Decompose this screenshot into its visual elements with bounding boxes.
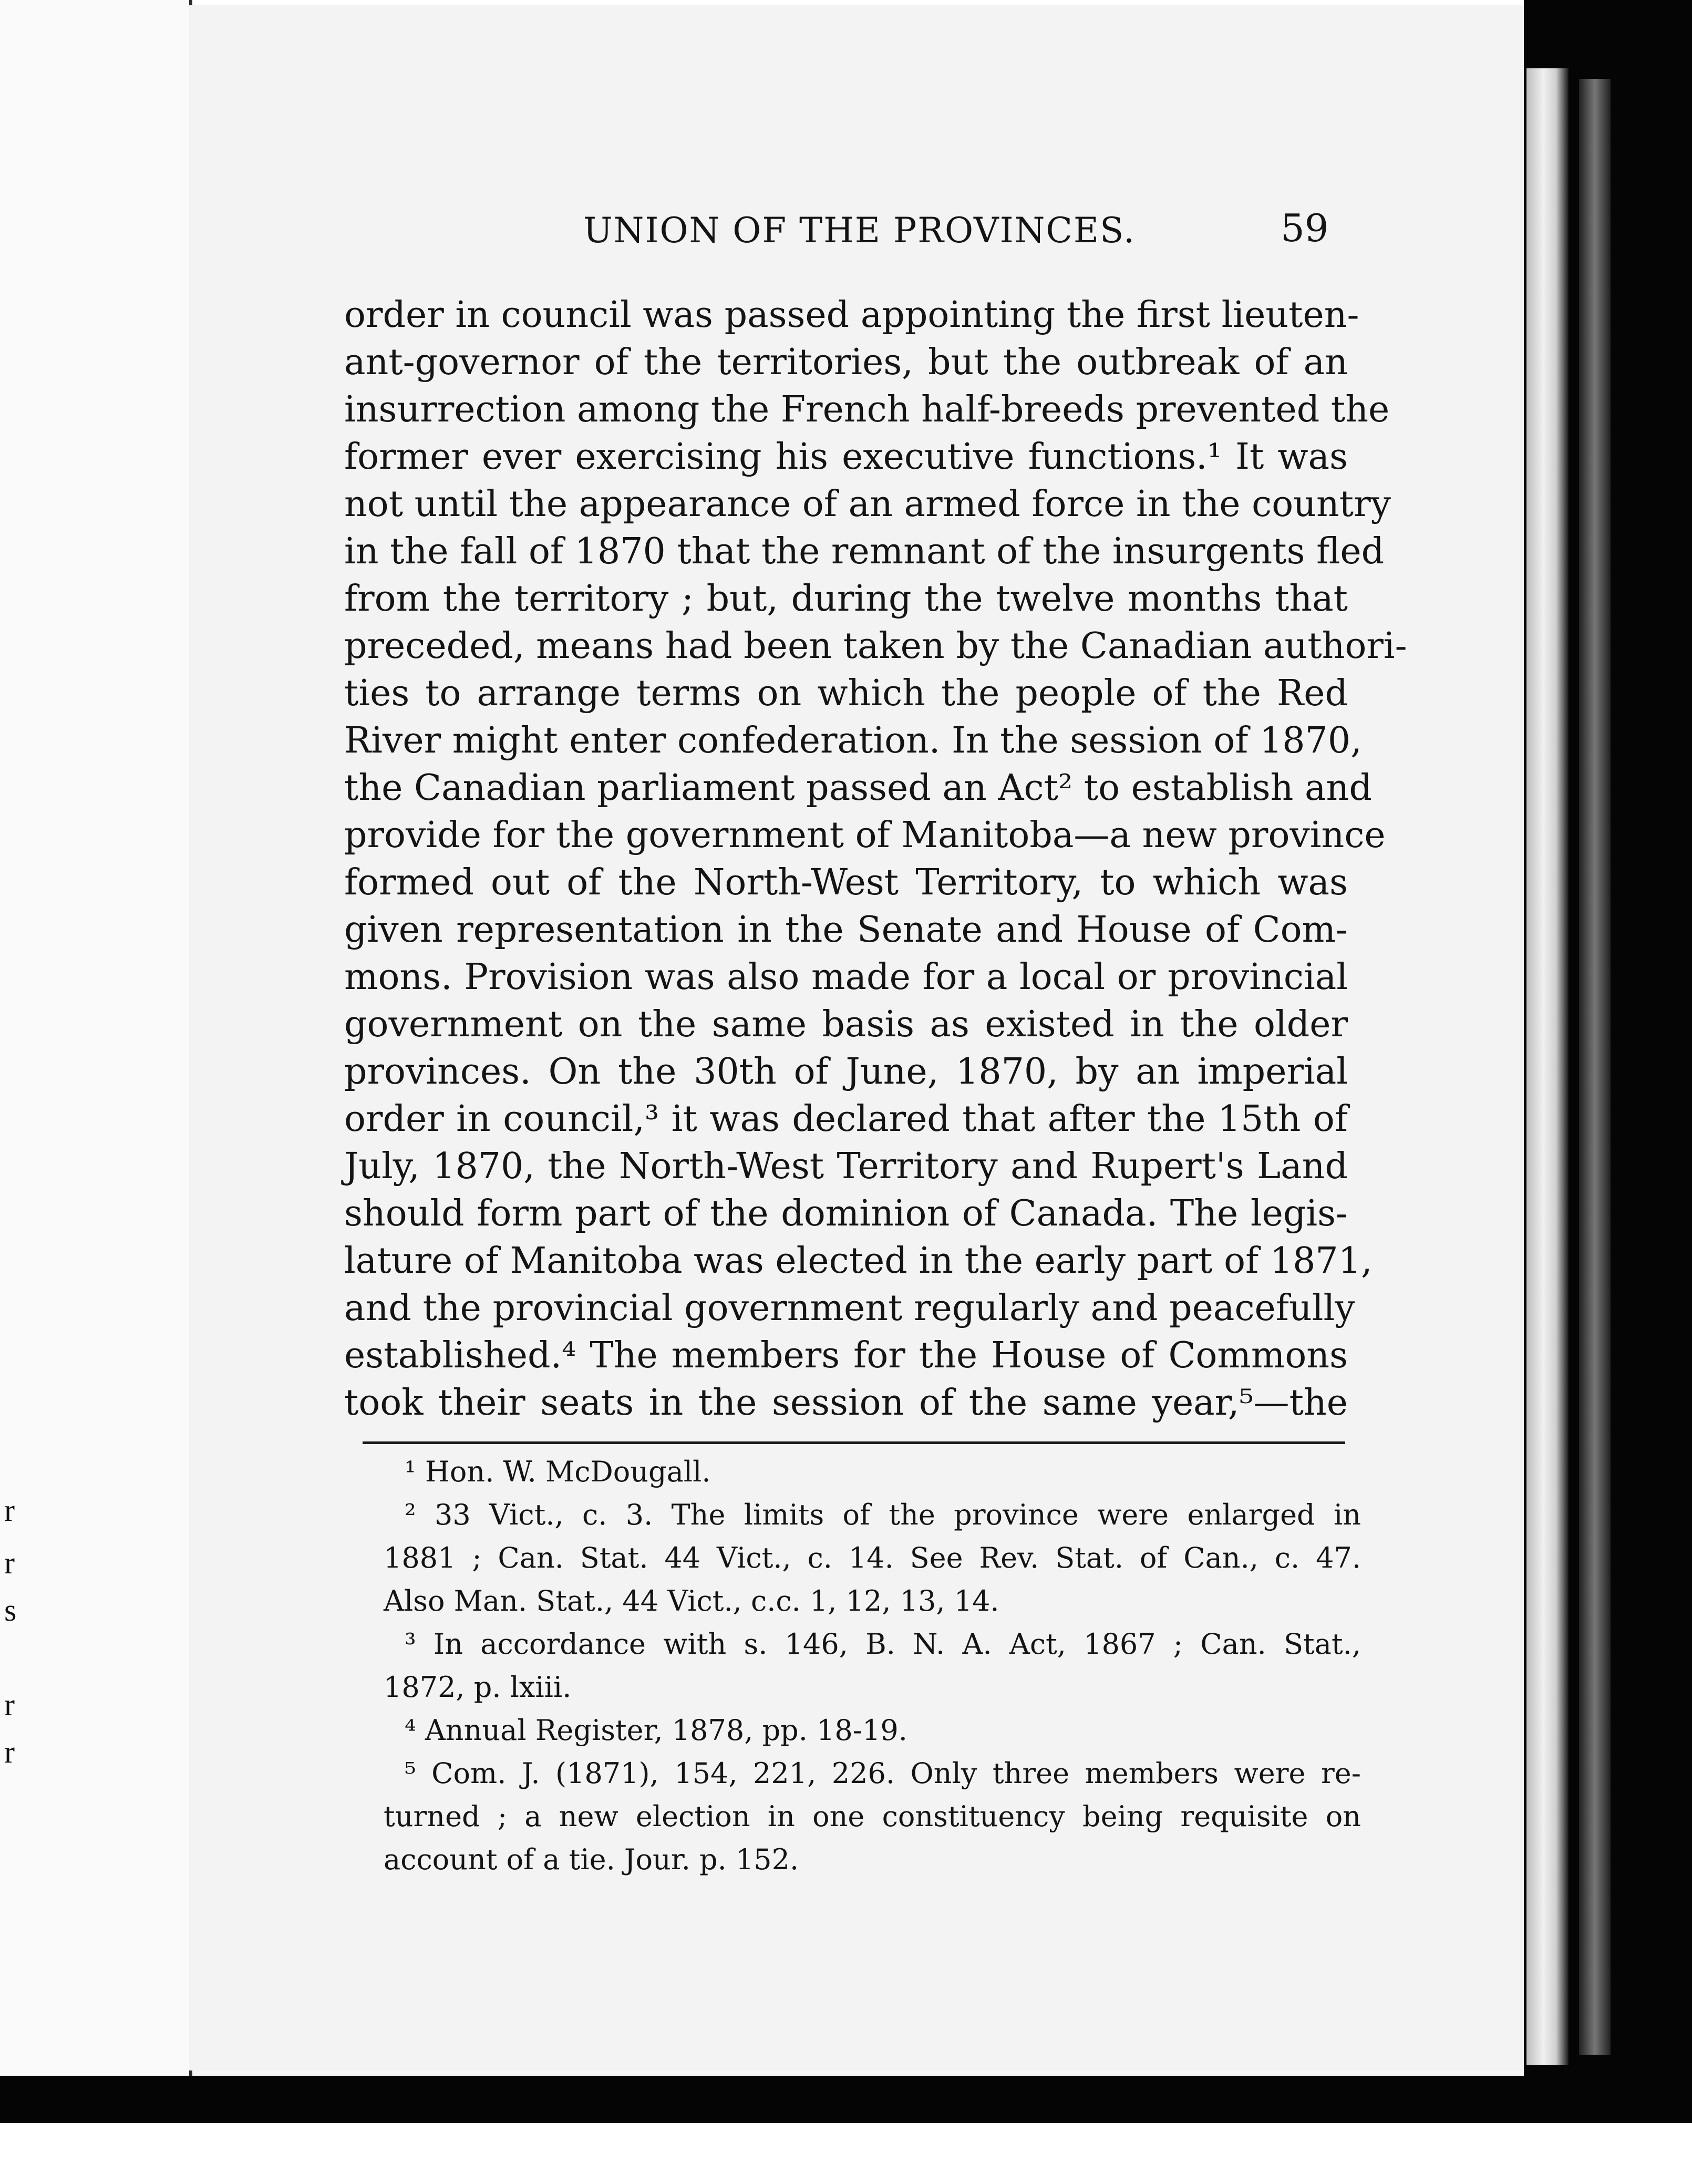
footnote-line: ² 33 Vict., c. 3. The limits of the province were enlarged in bbox=[405, 1498, 1361, 1531]
page-number: 59 bbox=[1281, 206, 1329, 250]
body-line: established.⁴ The members for the House of Commons bbox=[344, 1335, 1348, 1376]
footnote-line: ¹ Hon. W. McDougall. bbox=[405, 1455, 711, 1488]
right-page-edge-strip bbox=[1526, 68, 1569, 2065]
body-line: formed out of the North-West Territory, to which was bbox=[344, 862, 1348, 903]
body-line: from the territory ; but, during the twelve months that bbox=[344, 578, 1348, 620]
body-line: ties to arrange terms on which the people of the Red bbox=[344, 673, 1348, 714]
body-line: should form part of the dominion of Canada. The legis- bbox=[344, 1193, 1348, 1234]
remnant-letter: r bbox=[4, 1546, 15, 1580]
remnant-letter: r bbox=[4, 1687, 15, 1722]
body-line: took their seats in the session of the same year,⁵—the bbox=[344, 1382, 1348, 1424]
body-line: order in council,³ it was declared that after the 15th of bbox=[344, 1098, 1348, 1140]
body-line: provide for the government of Manitoba—a new province bbox=[344, 815, 1386, 856]
left-page-edge bbox=[0, 0, 192, 2184]
remnant-letter: r bbox=[4, 1735, 15, 1769]
body-line: mons. Provision was also made for a local or provincial bbox=[344, 956, 1348, 998]
body-line: preceded, means had been taken by the Canadian authori- bbox=[344, 625, 1407, 667]
footnote-line: ⁴ Annual Register, 1878, pp. 18-19. bbox=[405, 1714, 907, 1747]
footnotes bbox=[384, 1450, 1361, 1881]
footnote-line: 1881 ; Can. Stat. 44 Vict., c. 14. See Rev. Stat. of Can., c. 47. bbox=[384, 1541, 1361, 1574]
footnote-line: 1872, p. lxiii. bbox=[384, 1671, 572, 1704]
body-line: government on the same basis as existed in the older bbox=[344, 1004, 1348, 1045]
running-head-title: UNION OF THE PROVINCES. bbox=[583, 210, 1136, 251]
body-line: provinces. On the 30th of June, 1870, by an imperial bbox=[344, 1051, 1348, 1093]
footnote-line: ³ In accordance with s. 146, B. N. A. Act, 1867 ; Can. Stat., bbox=[405, 1627, 1361, 1661]
remnant-letter: r bbox=[4, 1493, 15, 1528]
body-line: insurrection among the French half-breeds prevented the bbox=[344, 389, 1390, 430]
body-line: the Canadian parliament passed an Act² to establish and bbox=[344, 767, 1372, 809]
body-line: former ever exercising his executive functions.¹ It was bbox=[344, 436, 1348, 478]
body-line: and the provincial government regularly and peacefully bbox=[344, 1287, 1355, 1329]
footnote-line: Also Man. Stat., 44 Vict., c.c. 1, 12, 13, 14. bbox=[384, 1584, 999, 1618]
body-line: River might enter confederation. In the session of 1870, bbox=[344, 720, 1362, 761]
body-line: ant-governor of the territories, but the outbreak of an bbox=[344, 342, 1348, 383]
body-line: given representation in the Senate and House of Com- bbox=[344, 909, 1348, 951]
bottom-scan-edge bbox=[0, 2123, 1692, 2184]
footnote-line: turned ; a new election in one constituency being requisite on bbox=[384, 1800, 1361, 1833]
body-line: lature of Manitoba was elected in the early part of 1871, bbox=[344, 1240, 1373, 1282]
body-line: July, 1870, the North-West Territory and Rupert's Land bbox=[344, 1146, 1348, 1187]
remnant-letter: s bbox=[4, 1593, 17, 1627]
bottom-page-edge-shadow bbox=[0, 2076, 1692, 2123]
footnote-line: ⁵ Com. J. (1871), 154, 221, 226. Only three members were re- bbox=[405, 1757, 1361, 1790]
body-line: order in council was passed appointing the first lieuten- bbox=[344, 294, 1359, 336]
footnote-rule bbox=[363, 1441, 1345, 1444]
body-line: not until the appearance of an armed force in the country bbox=[344, 483, 1391, 525]
right-page-edge-strip-dark bbox=[1579, 79, 1611, 2055]
body-line: in the fall of 1870 that the remnant of the insurgents fled bbox=[344, 531, 1385, 572]
body-text bbox=[344, 292, 1407, 1427]
footnote-line: account of a tie. Jour. p. 152. bbox=[384, 1843, 799, 1876]
